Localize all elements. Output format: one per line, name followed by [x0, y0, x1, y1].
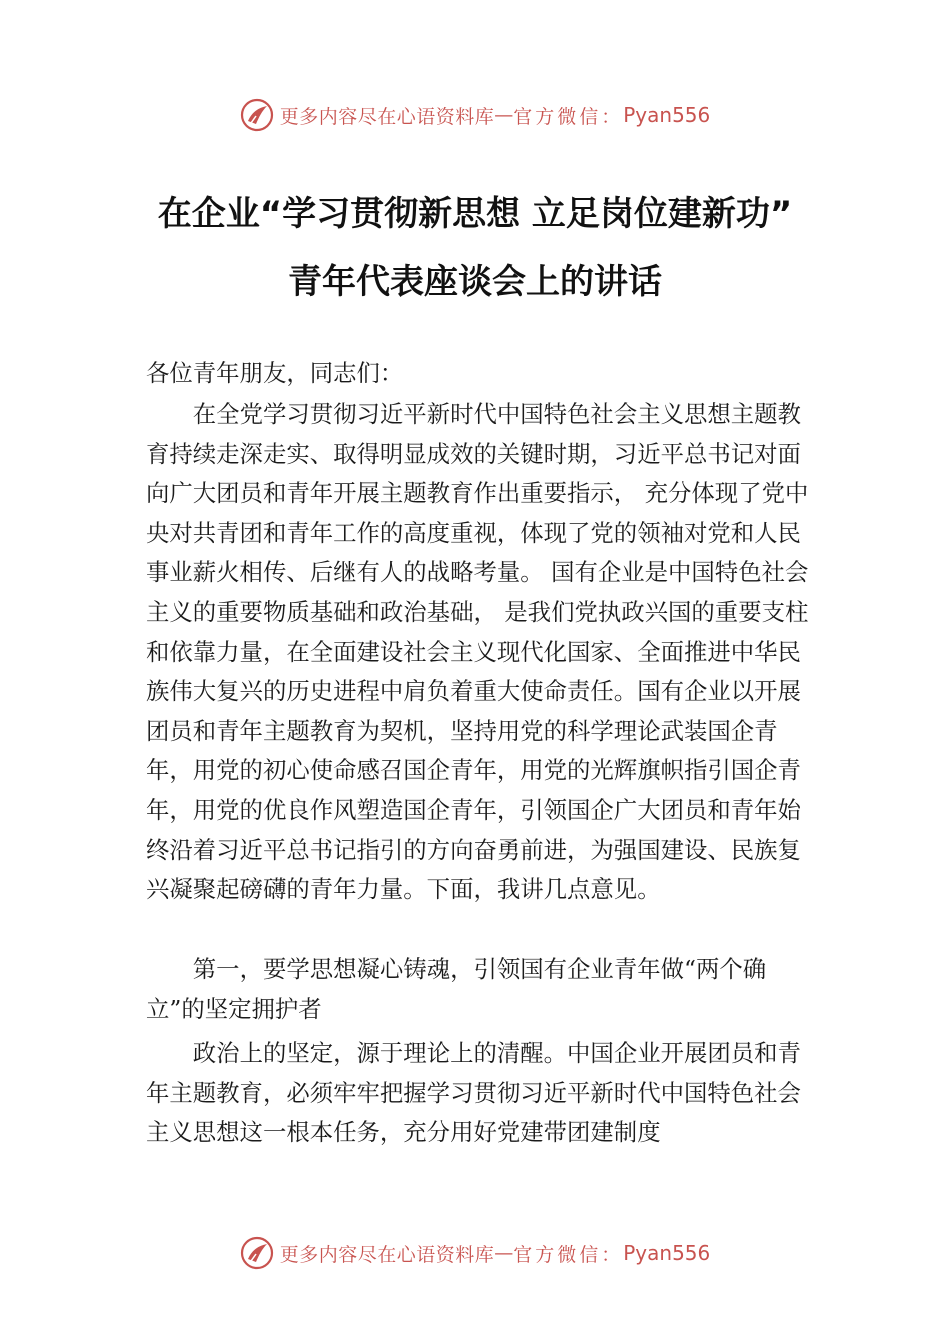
header-banner — [0, 95, 950, 135]
banner-text: 更多内容尽在心语资料库 — [279, 1243, 495, 1266]
section-heading-1: 第一，要学思想凝心铸魂，引领国有企业青年做“两个确立”的坚定拥护者 — [146, 955, 767, 1023]
banner-wechat-label: 官方微信： — [513, 1243, 624, 1266]
paragraph-intro: 在全党学习贯彻习近平新时代中国特色社会主义思想主题教育持续走深走实、取得明显成效的关键时期，习近平总书记对面向广大团员和青年开展主题教育作出重要指示， 充分体现了党中央对共青团和青年工作的高度重视，体现了党的领袖对党和人民事业薪火相传、后继有人的战略考量。 国有企业是中国特色社会主义的重要物质基础和政治基础， 是我们党执政兴国的重要支柱和依靠力量，在全面建设社会主义现代化国家、全面推进中华民族伟大复兴的历史进程中肩负着重大使命责任。国有企业以开展团员和青年主题教育为契机，坚持用党的科学理论武装国企青年，用党的初心使命感召国企青年，用党的光辉旗帜指引国企青年，用党的优良作风塑造国企青年，引领国企广大团员和青年始终沿着习近平总书记指引的方向奋勇前进，为强国建设、民族复兴凝聚起磅礴的青年力量。下面，我讲几点意见。 — [146, 400, 809, 904]
banner-wechat-label: 官方微信： — [513, 105, 624, 128]
footer-banner — [0, 1233, 950, 1273]
banner-dash: — — [494, 104, 514, 126]
banner-wechat-id: Pyan556 — [623, 103, 711, 127]
paragraph-section-1: 政治上的坚定，源于理论上的清醒。中国企业开展团员和青年主题教育，必须牢牢把握学习贯彻习近平新时代中国特色社会主义思想这一根本任务，充分用好党建带团建制度 — [146, 1039, 801, 1147]
document-title-line-2: 青年代表座谈会上的讲话 — [288, 262, 662, 302]
banner-wechat-id: Pyan556 — [623, 1241, 711, 1265]
salutation: 各位青年朋友，同志们： — [146, 359, 404, 387]
logo-icon — [240, 98, 274, 132]
logo-icon — [240, 1236, 274, 1270]
document-title-line-1: 在企业“学习贯彻新思想 立足岗位建新功” — [157, 194, 793, 234]
banner-text: 更多内容尽在心语资料库 — [279, 105, 495, 128]
banner-dash: — — [494, 1242, 514, 1264]
